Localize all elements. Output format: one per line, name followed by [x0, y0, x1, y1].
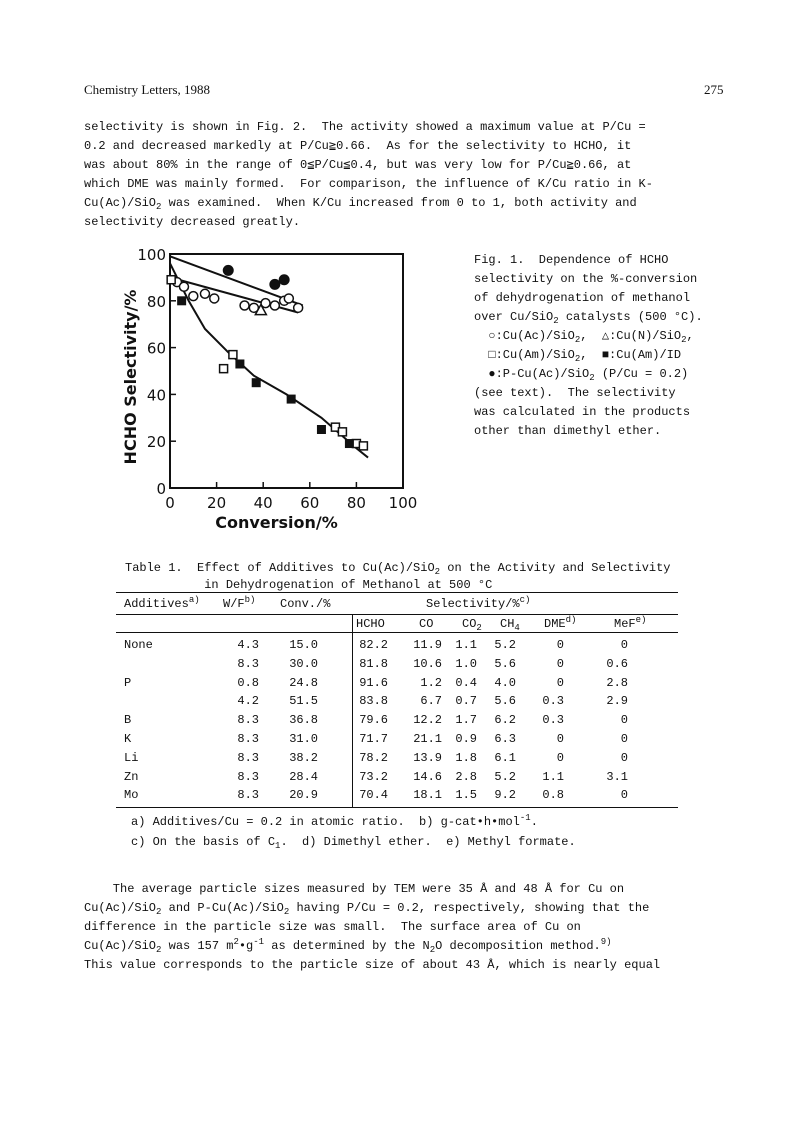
marker-open-circle	[284, 294, 293, 303]
table-cell: 0	[556, 732, 564, 746]
header-selectivity: Selectivity/%$^{c)}$	[426, 595, 531, 611]
header-additives: Additives$^{a)}$	[124, 595, 200, 611]
table-cell: K	[124, 732, 132, 746]
table-cell: 0	[620, 788, 628, 803]
marker-open-circle	[210, 294, 219, 303]
table-cell: 13.9	[413, 750, 442, 765]
table-cell: 0	[620, 732, 628, 746]
table-cell: 1.7	[455, 713, 477, 728]
marker-filled-square	[235, 359, 244, 368]
table-cell: 18.1	[413, 788, 442, 803]
table-cell: 30.0	[289, 656, 318, 671]
table-cell: 71.7	[359, 732, 388, 746]
table-caption: Table 1. Effect of Additives to Cu(Ac)/SiO$_2$ on the Activity and Selectivity in Dehydrogenation of Methanol at 500 °C	[125, 561, 671, 592]
table-cell: 6.3	[494, 732, 516, 746]
header-hcho: HCHO	[356, 617, 385, 631]
marker-open-circle	[240, 301, 249, 310]
marker-filled-square	[252, 378, 261, 387]
table-cell: 78.2	[359, 750, 388, 765]
table-cell: Li	[124, 750, 139, 765]
header-co2: $CO_2$	[462, 617, 482, 633]
text-line: was about 80% in the range of 0≦P/Cu≦0.4, but was very low for P/Cu≧0.66, at	[84, 158, 632, 172]
table-cell: 0	[620, 750, 628, 765]
marker-open-circle	[294, 303, 303, 312]
table-cell: 91.6	[359, 675, 388, 690]
caption-line: of dehydrogenation of methanol	[474, 291, 691, 305]
table-cell: 6.1	[494, 750, 516, 765]
table-footnotes: a) Additives/Cu = 0.2 in atomic ratio. b) g-cat•h•mol$^{-1}$. c) On the basis of $C_1$. d) Dimethyl ether. e) Methyl formate.	[131, 813, 576, 851]
table-cell: 8.3	[237, 732, 259, 746]
marker-filled-square	[317, 425, 326, 434]
marker-open-circle	[179, 282, 188, 291]
table-cell: 4.3	[237, 638, 259, 652]
marker-filled-circle	[223, 265, 233, 275]
y-tick-label: 60	[146, 339, 166, 358]
x-axis-title: Conversion/%	[215, 513, 338, 530]
table-cell: 38.2	[289, 750, 318, 765]
marker-filled-circle	[279, 275, 289, 285]
y-axis-title: HCHO Selectivity/%	[121, 289, 140, 465]
y-tick-label: 40	[146, 386, 166, 405]
text-line: The average particle sizes measured by TEM were 35 Å and 48 Å for Cu on	[84, 882, 625, 896]
marker-filled-square	[345, 439, 354, 448]
table-cell: 11.9	[413, 638, 442, 652]
caption-line: (see text). The selectivity	[474, 386, 676, 400]
marker-filled-square	[287, 395, 296, 404]
x-tick-label: 100	[388, 494, 418, 512]
table-cell: 24.8	[289, 675, 318, 690]
x-tick-label: 0	[165, 494, 175, 512]
table-cell: 2.9	[606, 694, 628, 709]
figure-1-chart	[118, 240, 418, 530]
table-cell: 5.2	[494, 638, 516, 652]
table-cell: 15.0	[289, 638, 318, 652]
table-cell: 8.3	[237, 750, 259, 765]
marker-filled-square	[177, 296, 186, 305]
y-tick-label: 20	[146, 433, 166, 452]
x-tick-label: 60	[300, 494, 320, 512]
header-conv: Conv./%	[280, 597, 331, 611]
legend-line: ●:P-Cu(Ac)/SiO$_2$ (P/Cu = 0.2)	[488, 367, 689, 383]
marker-open-circle	[270, 301, 279, 310]
marker-open-square	[338, 428, 346, 436]
marker-open-square	[229, 351, 237, 359]
table-header-rule-left	[116, 614, 352, 615]
table-cell: 79.6	[359, 713, 388, 728]
table-cell: 1.0	[455, 656, 477, 671]
text-line: 0.2 and decreased markedly at P/Cu≧0.66. As for the selectivity to HCHO, it	[84, 139, 632, 153]
legend-line: □:Cu(Am)/SiO$_2$, ■:Cu(Am)/ID	[488, 348, 682, 364]
table-cell: 0.7	[455, 694, 477, 709]
table-cell: 21.1	[413, 732, 442, 746]
y-tick-label: 100	[137, 246, 166, 264]
table-cell: 0	[556, 750, 564, 765]
text-line: selectivity decreased greatly.	[84, 215, 301, 229]
table-cell: 8.3	[237, 769, 259, 784]
table-cell: 8.3	[237, 788, 259, 803]
intro-paragraph	[84, 118, 653, 232]
table-cell: 12.2	[413, 713, 442, 728]
caption-line: Fig. 1. Dependence of HCHO	[474, 253, 669, 267]
marker-open-circle	[189, 292, 198, 301]
y-tick-label: 80	[146, 292, 166, 311]
table-cell: 0.4	[455, 675, 477, 690]
text-line: This value corresponds to the particle size of about 43 Å, which is nearly equal	[84, 958, 661, 972]
table-cell: 81.8	[359, 656, 388, 671]
table-cell: 1.1	[542, 769, 564, 784]
table-cell: 0.3	[542, 694, 564, 709]
table-cell: 0.8	[542, 788, 564, 803]
header-dme: DME$^{d)}$	[544, 615, 577, 631]
table-cell: 70.4	[359, 788, 388, 803]
table-cell: Mo	[124, 788, 139, 803]
table-cell: Zn	[124, 769, 139, 784]
caption-line: was calculated in the products	[474, 405, 691, 419]
table-cell: 31.0	[289, 732, 318, 746]
text-line: Cu(Ac)/SiO$_2$ was 157 $m^2•g^{-1}$ as determined by the $N_2O$ decomposition method.$^{9)}$	[84, 937, 612, 955]
figure-caption	[474, 251, 703, 441]
x-tick-label: 80	[346, 494, 366, 512]
table-cell: 0	[620, 713, 628, 728]
table-cell: 1.8	[455, 750, 477, 765]
table-cell: 36.8	[289, 713, 318, 728]
table-header-rule-right	[352, 614, 678, 615]
marker-open-square	[167, 276, 175, 284]
x-tick-label: 40	[253, 494, 273, 512]
caption-line: other than dimethyl ether.	[474, 424, 662, 438]
table-cell: 5.6	[494, 694, 516, 709]
table-cell: 0.3	[542, 713, 564, 728]
table-cell: 28.4	[289, 769, 318, 784]
marker-open-square	[359, 442, 367, 450]
text-line: selectivity is shown in Fig. 2. The activity showed a maximum value at P/Cu =	[84, 120, 646, 134]
marker-open-circle	[200, 289, 209, 298]
x-tick-label: 20	[207, 494, 227, 512]
table-cell: 0	[556, 638, 564, 652]
journal-header: Chemistry Letters, 1988	[84, 82, 211, 97]
table-cell: 2.8	[606, 675, 628, 690]
table-cell: 82.2	[359, 638, 388, 652]
header-co: CO	[419, 617, 434, 631]
header-wf: $W/F^{b)}$	[223, 595, 256, 611]
table-cell: 0.6	[606, 656, 628, 671]
table-cell: 1.2	[420, 675, 442, 690]
header-ch4: $CH_4$	[500, 617, 520, 633]
table-cell: 8.3	[237, 713, 259, 728]
caption-line: selectivity on the %-conversion	[474, 272, 698, 286]
table-cell: 0	[556, 656, 564, 671]
page-number: 275	[704, 82, 724, 97]
table-cell: 0	[556, 675, 564, 690]
legend-line: ○:Cu(Ac)/SiO$_2$, △:Cu(N)/SiO$_2$,	[488, 329, 694, 345]
table-cell: 6.2	[494, 713, 516, 728]
y-tick-label: 0	[156, 480, 166, 498]
table-cell: 0.8	[237, 675, 259, 690]
table-bottom-rule	[116, 807, 678, 808]
table-cell: 5.6	[494, 656, 516, 671]
body-paragraph	[84, 880, 660, 975]
table-cell: 83.8	[359, 694, 388, 709]
table-cell: 3.1	[606, 769, 628, 784]
table-cell: 5.2	[494, 769, 516, 784]
table-cell: 20.9	[289, 788, 318, 803]
table-cell: 8.3	[237, 656, 259, 671]
table-cell: 14.6	[413, 769, 442, 784]
marker-open-square	[220, 365, 228, 373]
table-cell: 10.6	[413, 656, 442, 671]
text-line: which DME was mainly formed. For comparison, the influence of K/Cu ratio in K-	[84, 177, 653, 191]
table-cell: 2.8	[455, 769, 477, 784]
table-cell: None	[124, 638, 153, 652]
marker-filled-circle	[270, 279, 280, 289]
table-cell: 6.7	[420, 694, 442, 709]
table-top-rule	[116, 592, 678, 593]
table-cell: P	[124, 675, 132, 690]
table-subheader-rule	[116, 632, 678, 633]
text-line: Cu(Ac)/SiO$_2$ and P-Cu(Ac)/SiO$_2$ having P/Cu = 0.2, respectively, showing that the	[84, 901, 650, 917]
table-cell: 4.2	[237, 694, 259, 709]
caption-line: over Cu/SiO$_2$ catalysts (500 °C).	[474, 310, 703, 326]
table-cell: B	[124, 713, 132, 728]
table-cell: 1.5	[455, 788, 477, 803]
table-cell: 73.2	[359, 769, 388, 784]
table-cell: 0	[620, 638, 628, 652]
table-cell: 0.9	[455, 732, 477, 746]
table-cell: 9.2	[494, 788, 516, 803]
table-cell: 1.1	[455, 638, 477, 652]
text-line: Cu(Ac)/SiO$_2$ was examined. When K/Cu increased from 0 to 1, both activity and	[84, 196, 637, 212]
header-mef: MeF$^{e)}$	[614, 615, 647, 631]
table-cell: 4.0	[494, 675, 516, 690]
text-line: difference in the particle size was small. The surface area of Cu on	[84, 920, 581, 934]
table-cell: 51.5	[289, 694, 318, 709]
